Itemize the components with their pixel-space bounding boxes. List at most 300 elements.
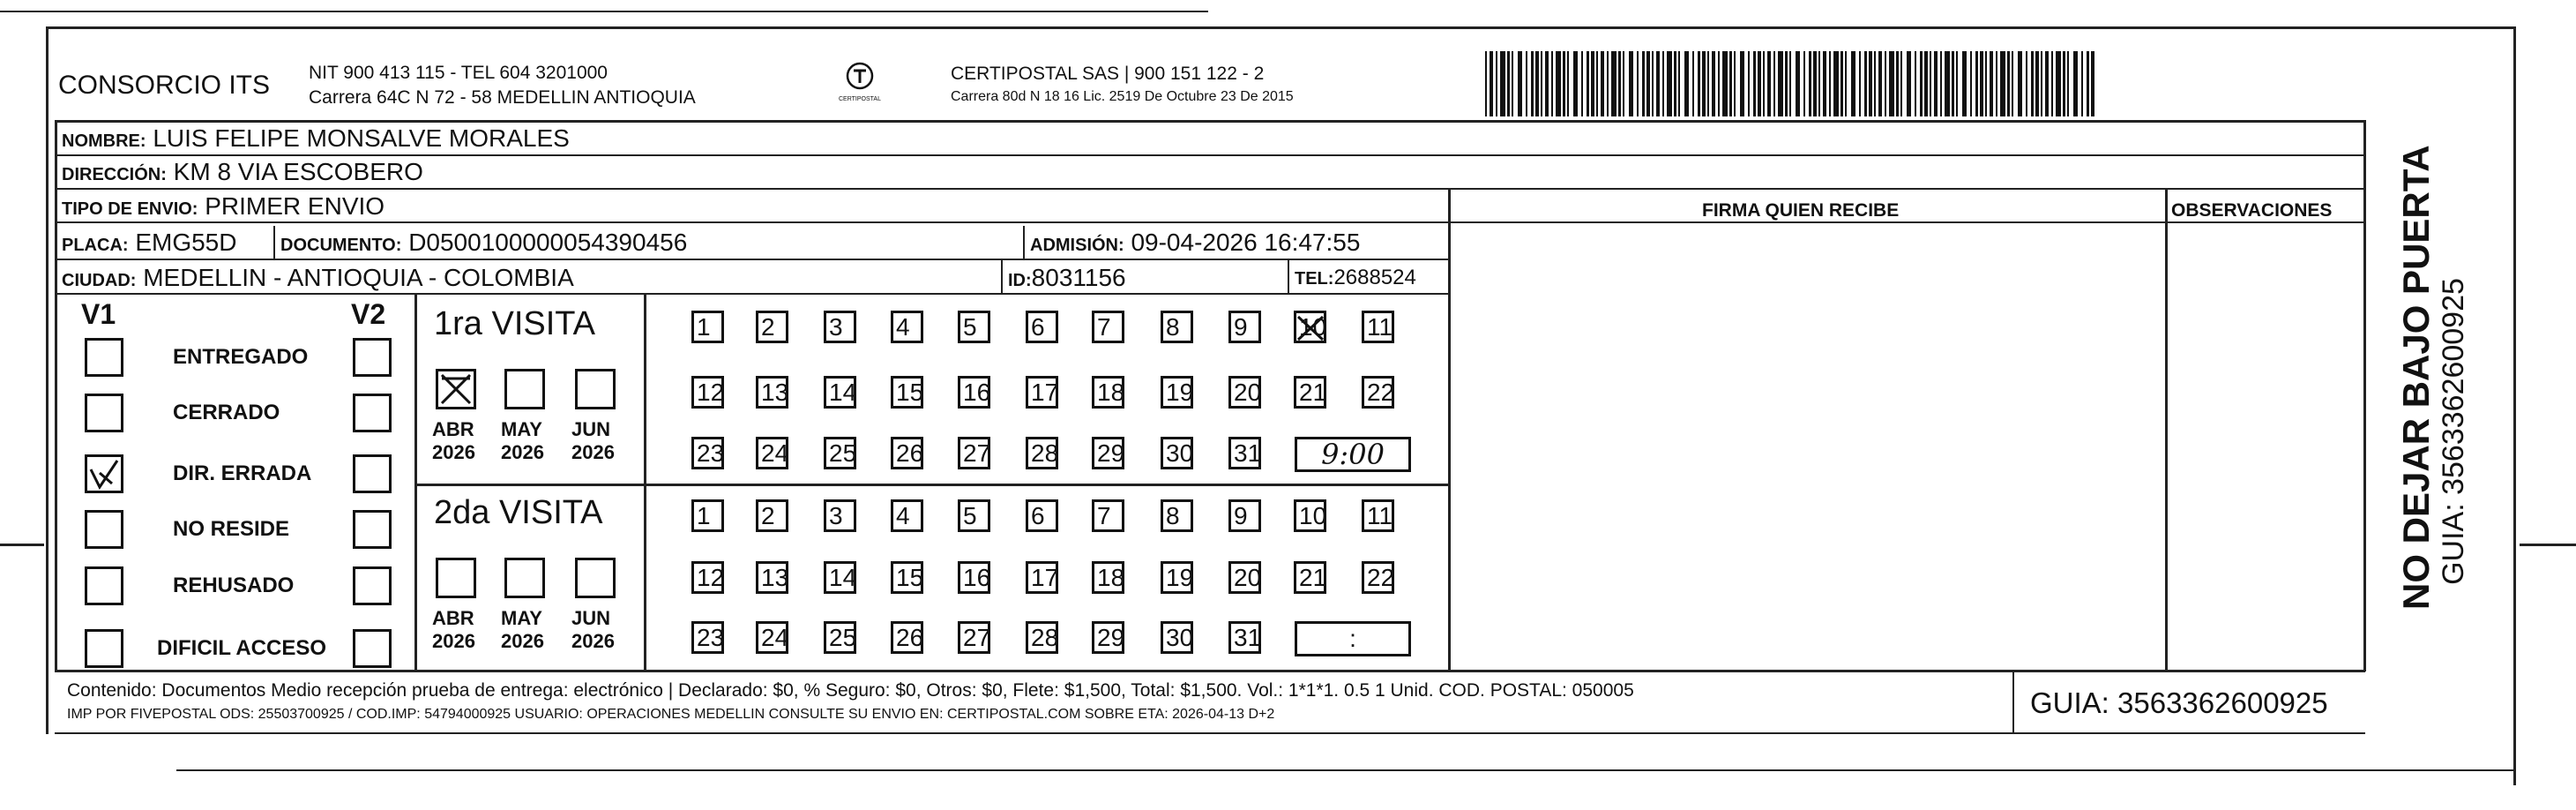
day-checkbox[interactable] — [756, 499, 788, 532]
barcode-bar — [2051, 51, 2053, 116]
frame-left — [46, 26, 49, 734]
day-checkbox[interactable] — [756, 621, 788, 654]
day-checkbox[interactable] — [824, 621, 856, 654]
day-number: 1 — [697, 502, 711, 529]
day-checkbox[interactable] — [1294, 499, 1326, 532]
barcode-bar — [1712, 51, 1715, 116]
v1-header: V1 — [81, 298, 116, 330]
tel-label: TEL: — [1295, 269, 1334, 289]
day-checkbox[interactable] — [691, 499, 724, 532]
barcode-bar — [1556, 51, 1561, 116]
year-label: 2026 — [571, 441, 615, 463]
ciudad-cell — [62, 266, 574, 290]
day-checkbox[interactable] — [756, 376, 788, 409]
barcode-bar — [1864, 51, 1867, 116]
day-number: 14 — [829, 379, 857, 406]
barcode-bar — [1581, 51, 1583, 116]
barcode-bar — [1859, 51, 1861, 116]
status-v2-checkbox[interactable] — [353, 338, 392, 377]
col-documento-left — [273, 226, 275, 259]
day-number: 20 — [1234, 564, 1262, 591]
day-number: 25 — [829, 439, 857, 467]
day-number: 3 — [829, 313, 843, 341]
month-checkbox[interactable] — [436, 558, 476, 598]
col-firma-left — [1448, 188, 1451, 671]
barcode-bar — [2091, 51, 2094, 116]
barcode — [1482, 51, 2099, 116]
barcode-bar — [1813, 51, 1817, 116]
status-v2-checkbox[interactable] — [353, 510, 392, 549]
day-checkbox[interactable] — [1092, 311, 1124, 343]
certipostal-logo — [838, 60, 882, 106]
status-label: DIFICIL ACCESO — [157, 636, 327, 660]
barcode-bar — [1952, 51, 1954, 116]
barcode-bar — [2081, 51, 2083, 116]
day-checkbox[interactable] — [1026, 311, 1058, 343]
day-number: 2 — [761, 502, 775, 529]
day-checkbox[interactable] — [691, 311, 724, 343]
barcode-bar — [1607, 51, 1609, 116]
day-number: 11 — [1367, 502, 1393, 529]
barcode-bar — [1718, 51, 1720, 116]
barcode-bar — [1674, 51, 1676, 116]
barcode-bar — [2007, 51, 2010, 116]
day-number: 12 — [697, 379, 725, 406]
status-v1-checkbox[interactable] — [85, 454, 123, 493]
day-checkbox[interactable] — [1161, 561, 1193, 594]
barcode-bar — [2026, 51, 2027, 116]
barcode-bar — [1829, 51, 1831, 116]
barcode-bar — [1767, 51, 1771, 116]
visit-divider-left — [414, 293, 417, 671]
day-number: 12 — [697, 564, 725, 591]
barcode-bar — [1841, 51, 1843, 116]
day-checkbox[interactable] — [691, 621, 724, 654]
barcode-bar — [1823, 51, 1826, 116]
day-checkbox[interactable] — [958, 437, 990, 469]
barcode-bar — [1707, 51, 1709, 116]
fold-mark-right — [2520, 544, 2576, 546]
barcode-bar — [1889, 51, 1894, 116]
day-number: 28 — [1031, 624, 1059, 651]
day-checkbox[interactable] — [1092, 499, 1124, 532]
day-checkbox[interactable] — [1092, 437, 1124, 469]
day-checkbox[interactable] — [1362, 376, 1394, 409]
status-label: ENTREGADO — [173, 345, 309, 369]
barcode-bar — [1773, 51, 1775, 116]
day-number: 22 — [1367, 564, 1395, 591]
day-number: 21 — [1299, 379, 1327, 406]
day-checkbox[interactable] — [1294, 311, 1326, 343]
day-checkbox[interactable] — [1294, 376, 1326, 409]
day-checkbox[interactable] — [1161, 376, 1193, 409]
day-checkbox[interactable] — [756, 311, 788, 343]
day-checkbox[interactable] — [1026, 621, 1058, 654]
nombre-value: LUIS FELIPE MONSALVE MORALES — [153, 124, 570, 152]
status-label: REHUSADO — [173, 574, 295, 597]
day-checkbox[interactable] — [824, 499, 856, 532]
day-checkbox[interactable] — [1228, 311, 1261, 343]
barcode-bar — [1980, 51, 1983, 116]
day-checkbox[interactable] — [1228, 437, 1261, 469]
day-number: 18 — [1097, 564, 1125, 591]
month-checkbox[interactable] — [575, 558, 616, 598]
carrier-line2: Carrera 80d N 18 16 Lic. 2519 De Octubre 23 De 2015 — [951, 89, 1294, 104]
barcode-bar — [1920, 51, 1923, 116]
barcode-bar — [1874, 51, 1876, 116]
day-number: 8 — [1166, 313, 1180, 341]
col-id-left — [1001, 260, 1003, 294]
tel-cell — [1295, 267, 1416, 289]
v2-header: V2 — [351, 298, 386, 330]
barcode-bar — [1869, 51, 1872, 116]
frame-right — [2513, 26, 2516, 785]
barcode-bar — [2063, 51, 2065, 116]
row-line-6 — [55, 671, 1450, 672]
barcode-bar — [1541, 51, 1542, 116]
status-label: CERRADO — [173, 401, 280, 424]
barcode-bar — [1623, 51, 1624, 116]
company-line1: NIT 900 413 115 - TEL 604 3201000 — [309, 63, 608, 83]
guia-box-left — [2012, 672, 2014, 732]
day-checkbox[interactable] — [891, 437, 923, 469]
barcode-bar — [2018, 51, 2022, 116]
status-v1-checkbox[interactable] — [85, 629, 123, 668]
barcode-bar — [1734, 51, 1736, 116]
row-line-3 — [55, 221, 2365, 223]
day-checkbox[interactable] — [756, 561, 788, 594]
day-checkbox[interactable] — [691, 376, 724, 409]
barcode-bar — [1833, 51, 1839, 116]
time-field[interactable]: : — [1295, 621, 1411, 656]
barcode-bar — [1934, 51, 1938, 116]
day-checkbox[interactable] — [891, 376, 923, 409]
x-mark-icon — [438, 371, 474, 407]
day-checkbox[interactable] — [891, 311, 923, 343]
day-number: 19 — [1166, 379, 1194, 406]
barcode-bar — [2000, 51, 2005, 116]
day-number: 29 — [1097, 624, 1125, 651]
barcode-bar — [1956, 51, 1958, 116]
day-number: 7 — [1097, 502, 1111, 529]
barcode-bar — [1662, 51, 1664, 116]
day-number: 5 — [963, 502, 977, 529]
day-number: 27 — [963, 624, 991, 651]
day-checkbox[interactable] — [1026, 561, 1058, 594]
side-main-text: NO DEJAR BAJO PUERTA — [2395, 145, 2437, 610]
day-number: 4 — [896, 313, 910, 341]
day-number: 6 — [1031, 502, 1045, 529]
month-checkbox[interactable] — [504, 558, 545, 598]
carrier-line1: CERTIPOSTAL SAS | 900 151 122 - 2 — [951, 64, 1265, 84]
month-label: ABR — [432, 607, 474, 629]
day-checkbox[interactable] — [691, 561, 724, 594]
barcode-bar — [1970, 51, 1972, 116]
tipo-row — [62, 194, 385, 219]
barcode-bar — [1678, 51, 1680, 116]
day-checkbox[interactable] — [1092, 376, 1124, 409]
day-checkbox[interactable] — [824, 311, 856, 343]
barcode-bar — [1851, 51, 1855, 116]
month-label: JUN — [571, 607, 611, 629]
documento-label: DOCUMENTO: — [280, 236, 402, 255]
status-v1-checkbox[interactable] — [85, 394, 123, 432]
day-number: 27 — [963, 439, 991, 467]
month-checkbox[interactable] — [436, 369, 476, 409]
first-visit-title: 1ra VISITA — [434, 305, 596, 342]
day-number: 17 — [1031, 379, 1059, 406]
day-checkbox[interactable] — [691, 437, 724, 469]
day-checkbox[interactable] — [756, 437, 788, 469]
ciudad-value: MEDELLIN - ANTIOQUIA - COLOMBIA — [143, 264, 574, 291]
footer-guia: GUIA: 3563362600925 — [2030, 686, 2328, 719]
day-number: 10 — [1299, 313, 1327, 341]
barcode-bar — [1496, 51, 1497, 116]
status-v2-checkbox[interactable] — [353, 629, 392, 668]
col-admision-left — [1023, 226, 1025, 259]
barcode-bar — [1758, 51, 1761, 116]
col-obs-left — [2165, 188, 2168, 671]
status-v2-checkbox[interactable] — [353, 454, 392, 493]
day-number: 15 — [896, 564, 924, 591]
visit-divider-horizontal — [414, 484, 1450, 486]
day-checkbox[interactable] — [891, 499, 923, 532]
ciudad-label: CIUDAD: — [62, 271, 137, 290]
firma-header: FIRMA QUIEN RECIBE — [1702, 200, 1900, 221]
time-field[interactable]: 9:00 — [1295, 437, 1411, 472]
day-number: 31 — [1234, 439, 1262, 467]
barcode-bar — [1526, 51, 1527, 116]
footer-bottom — [55, 732, 2365, 734]
placa-cell — [62, 230, 236, 255]
day-number: 21 — [1299, 564, 1327, 591]
day-checkbox[interactable] — [1026, 437, 1058, 469]
day-number: 9 — [1234, 502, 1248, 529]
check-mark-icon — [87, 457, 121, 491]
company-line2: Carrera 64C N 72 - 58 MEDELLIN ANTIOQUIA — [309, 87, 696, 108]
barcode-bar — [1567, 51, 1569, 116]
footer-line2: IMP POR FIVEPOSTAL ODS: 25503700925 / COD.IMP: 54794000925 USUARIO: OPERACIONES MEDELLIN CONSULTE SU ENVIO EN: CERTIPOSTAL.COM SOBRE ETA: 2026-04-13 D+2 — [67, 707, 1275, 722]
day-number: 7 — [1097, 313, 1111, 341]
year-label: 2026 — [501, 441, 544, 463]
day-number: 18 — [1097, 379, 1125, 406]
barcode-bar — [1930, 51, 1931, 116]
id-value: 8031156 — [1031, 264, 1126, 291]
barcode-bar — [1702, 51, 1706, 116]
day-checkbox[interactable] — [1026, 376, 1058, 409]
status-label: NO RESIDE — [173, 517, 290, 541]
month-checkbox[interactable] — [504, 369, 545, 409]
day-checkbox[interactable] — [1092, 561, 1124, 594]
barcode-bar — [1753, 51, 1756, 116]
status-v2-checkbox[interactable] — [353, 566, 392, 605]
day-number: 30 — [1166, 624, 1194, 651]
top-edge-line — [0, 11, 1208, 12]
barcode-bar — [2087, 51, 2089, 116]
day-checkbox[interactable] — [1228, 621, 1261, 654]
direccion-row — [62, 160, 423, 184]
day-number: 6 — [1031, 313, 1045, 341]
month-checkbox[interactable] — [575, 369, 616, 409]
status-label: DIR. ERRADA — [173, 461, 312, 485]
day-number: 23 — [697, 439, 725, 467]
company-name: CONSORCIO ITS — [58, 71, 271, 100]
row-line-1 — [55, 154, 2365, 156]
table-right — [2363, 120, 2366, 671]
barcode-bar — [1915, 51, 1916, 116]
barcode-bar — [1500, 51, 1505, 116]
barcode-bar — [1667, 51, 1672, 116]
tel-value: 2688524 — [1333, 266, 1416, 289]
table-left — [55, 120, 57, 671]
barcode-bar — [1809, 51, 1811, 116]
admision-cell — [1030, 230, 1360, 255]
day-checkbox[interactable] — [1161, 437, 1193, 469]
day-number: 5 — [963, 313, 977, 341]
day-checkbox[interactable] — [824, 561, 856, 594]
barcode-bar — [1512, 51, 1513, 116]
day-checkbox[interactable] — [1362, 311, 1394, 343]
day-number: 13 — [761, 379, 789, 406]
barcode-bar — [1785, 51, 1788, 116]
barcode-bar — [1924, 51, 1928, 116]
day-number: 14 — [829, 564, 857, 591]
barcode-bar — [1490, 51, 1493, 116]
day-number: 11 — [1367, 313, 1393, 341]
barcode-bar — [1637, 51, 1639, 116]
day-checkbox[interactable] — [958, 561, 990, 594]
barcode-bar — [2041, 51, 2042, 116]
day-number: 29 — [1097, 439, 1125, 467]
tipo-label: TIPO DE ENVIO: — [62, 199, 198, 219]
day-checkbox[interactable] — [1228, 499, 1261, 532]
day-number: 16 — [963, 379, 991, 406]
status-v1-checkbox[interactable] — [85, 338, 123, 377]
barcode-bar — [1601, 51, 1604, 116]
barcode-bar — [1507, 51, 1510, 116]
day-number: 3 — [829, 502, 843, 529]
day-checkbox[interactable] — [1294, 561, 1326, 594]
barcode-bar — [1642, 51, 1645, 116]
side-text — [2372, 145, 2470, 646]
barcode-bar — [1698, 51, 1700, 116]
barcode-bar — [1789, 51, 1791, 116]
barcode-bar — [1485, 51, 1487, 116]
documento-value: D0500100000054390456 — [408, 229, 688, 256]
barcode-bar — [1518, 51, 1522, 116]
visit-divider-mid — [644, 293, 646, 671]
id-cell — [1008, 266, 1126, 290]
day-checkbox[interactable] — [1362, 499, 1394, 532]
direccion-value: KM 8 VIA ESCOBERO — [173, 158, 423, 185]
day-checkbox[interactable] — [1161, 499, 1193, 532]
status-v1-checkbox[interactable] — [85, 566, 123, 605]
barcode-bar — [1618, 51, 1621, 116]
barcode-bar — [1692, 51, 1694, 116]
frame-top — [46, 26, 2515, 29]
barcode-bar — [1611, 51, 1617, 116]
barcode-bar — [2012, 51, 2013, 116]
day-number: 17 — [1031, 564, 1059, 591]
day-checkbox[interactable] — [1026, 499, 1058, 532]
barcode-bar — [1796, 51, 1800, 116]
side-guia-text: GUIA: 3563362600925 — [2437, 278, 2470, 585]
day-checkbox[interactable] — [958, 621, 990, 654]
day-checkbox[interactable] — [1228, 561, 1261, 594]
barcode-bar — [1803, 51, 1805, 116]
barcode-bar — [1596, 51, 1598, 116]
day-number: 10 — [1299, 502, 1327, 529]
barcode-bar — [1945, 51, 1950, 116]
footer-line1: Contenido: Documentos Medio recepción prueba de entrega: electrónico | Declarado: $0, % Seguro: $0, Otros: $0, Flete: $1,500, Total: $1,500. Vol.: 1*1*1. 0.5 1 Unid. COD. POSTAL: 050005 — [67, 680, 1634, 701]
second-visit-title: 2da VISITA — [434, 494, 603, 531]
table-top — [55, 120, 2365, 123]
barcode-bar — [1551, 51, 1553, 116]
day-checkbox[interactable] — [824, 376, 856, 409]
id-label: ID: — [1008, 271, 1032, 290]
barcode-bar — [1996, 51, 1997, 116]
day-number: 13 — [761, 564, 789, 591]
day-checkbox[interactable] — [824, 437, 856, 469]
month-label: MAY — [501, 607, 542, 629]
day-checkbox[interactable] — [891, 561, 923, 594]
day-checkbox[interactable] — [958, 311, 990, 343]
barcode-bar — [1684, 51, 1689, 116]
day-checkbox[interactable] — [1161, 621, 1193, 654]
barcode-bar — [1985, 51, 1987, 116]
barcode-bar — [1962, 51, 1967, 116]
row-line-2 — [55, 188, 2365, 190]
barcode-bar — [1885, 51, 1886, 116]
day-checkbox[interactable] — [1161, 311, 1193, 343]
x-mark-icon — [1296, 313, 1325, 341]
day-number: 22 — [1367, 379, 1395, 406]
status-v2-checkbox[interactable] — [353, 394, 392, 432]
barcode-bar — [1763, 51, 1765, 116]
placa-value: EMG55D — [135, 229, 237, 256]
barcode-bar — [1748, 51, 1750, 116]
day-number: 31 — [1234, 624, 1262, 651]
day-checkbox[interactable] — [891, 621, 923, 654]
day-checkbox[interactable] — [958, 499, 990, 532]
nombre-label: NOMBRE: — [62, 131, 146, 151]
day-checkbox[interactable] — [1228, 376, 1261, 409]
day-checkbox[interactable] — [958, 376, 990, 409]
tipo-value: PRIMER ENVIO — [205, 192, 385, 220]
svg-text:CERTIPOSTAL: CERTIPOSTAL — [839, 96, 881, 102]
day-number: 20 — [1234, 379, 1262, 406]
frame-bottom — [176, 769, 2513, 771]
day-number: 9 — [1234, 313, 1248, 341]
barcode-bar — [1563, 51, 1565, 116]
admision-value: 09-04-2026 16:47:55 — [1131, 229, 1361, 256]
barcode-bar — [1646, 51, 1650, 116]
day-number: 26 — [896, 624, 924, 651]
barcode-bar — [1573, 51, 1578, 116]
barcode-bar — [1545, 51, 1549, 116]
row-line-5 — [55, 293, 1450, 295]
day-checkbox[interactable] — [1362, 561, 1394, 594]
barcode-bar — [1907, 51, 1911, 116]
barcode-bar — [1656, 51, 1660, 116]
fold-mark-left — [0, 544, 44, 546]
status-v1-checkbox[interactable] — [85, 510, 123, 549]
barcode-bar — [1531, 51, 1534, 116]
day-number: 25 — [829, 624, 857, 651]
placa-label: PLACA: — [62, 236, 129, 255]
barcode-bar — [1845, 51, 1847, 116]
day-checkbox[interactable] — [1092, 621, 1124, 654]
